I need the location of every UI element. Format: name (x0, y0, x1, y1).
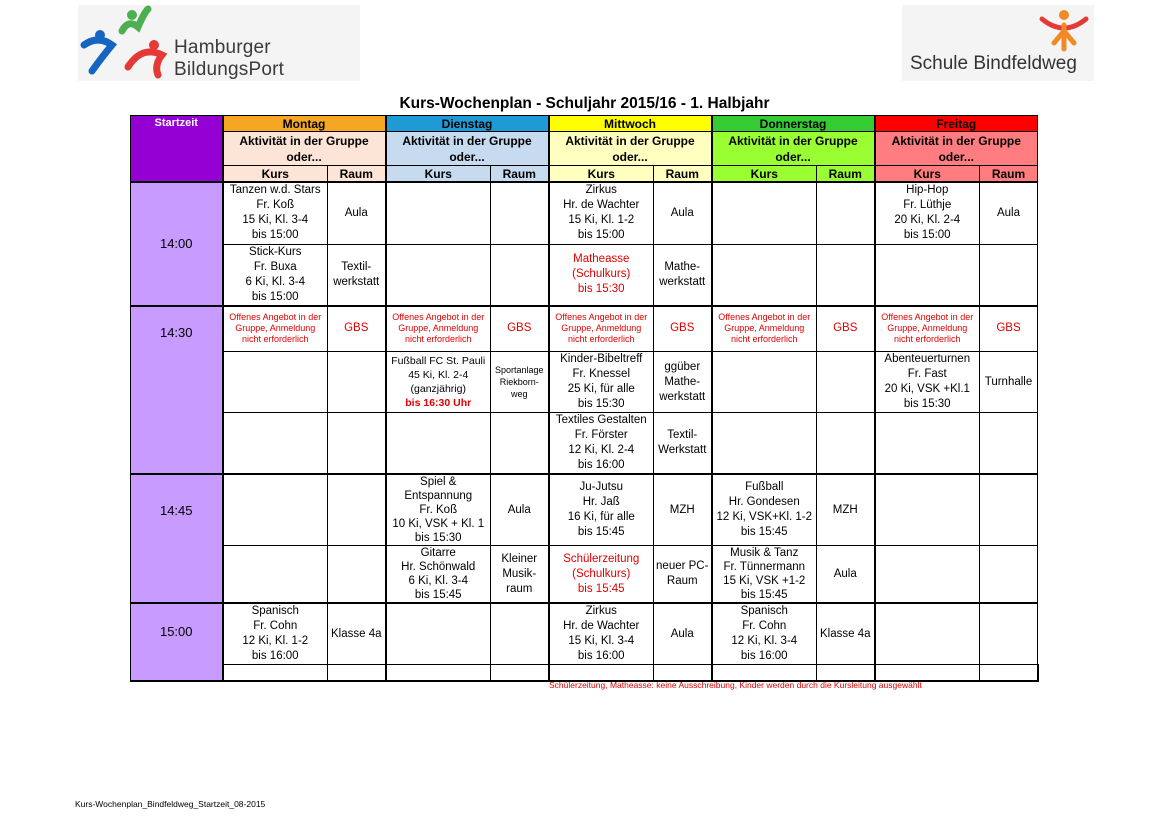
empty-cell (386, 603, 491, 665)
offer-line: Offenes Angebot in der (881, 312, 974, 323)
offer-line: nicht erforderlich (404, 334, 472, 345)
course-line: Textiles Gestalten (555, 414, 647, 426)
kurs-header: Kurs (223, 166, 328, 183)
course-cell (223, 244, 328, 306)
course-cell (386, 546, 491, 604)
course-line: Hr. Gondesen (728, 496, 800, 508)
course-line: 15 Ki, VSK +1-2 (723, 575, 806, 587)
activity-header-mittwoch (549, 132, 712, 166)
course-line: Fr. Cohn (253, 620, 298, 632)
empty-cell (817, 665, 875, 681)
course-line: 25 Ki, für alle (567, 383, 635, 395)
offer-line: Gruppe, Anmeldung (398, 323, 479, 334)
course-line: Ju-Jutsu (579, 481, 623, 493)
course-line: bis 15:45 (414, 589, 462, 601)
startzeit-header: Startzeit (131, 116, 223, 183)
empty-cell (223, 474, 328, 546)
day-header-dienstag: Dienstag (386, 116, 549, 132)
course-line: Fußball (745, 481, 784, 493)
room-line: Mathe- (664, 260, 701, 273)
room-cell: Aula (980, 182, 1038, 244)
raum-header: Raum (654, 166, 712, 183)
room-line: Mathe- (664, 375, 701, 388)
course-cell (549, 546, 654, 604)
course-line: 12 Ki, Kl. 3-4 (731, 635, 798, 647)
empty-cell (491, 665, 549, 681)
offer-line: Gruppe, Anmeldung (724, 323, 805, 334)
room-line: werkstatt (659, 275, 706, 288)
course-line: 15 Ki, Kl. 1-2 (568, 214, 635, 227)
activity-header-dienstag (386, 132, 549, 166)
activity-line1: Aktivität in der Gruppe (891, 133, 1021, 148)
course-line: Fr. Tünnermann (723, 561, 806, 573)
room-line: Kleiner (501, 552, 538, 565)
room-cell (654, 413, 712, 475)
empty-cell (223, 665, 328, 681)
room-line: Sportanlage (494, 365, 544, 375)
course-line: bis 15:30 (577, 283, 625, 295)
course-cell (712, 474, 817, 546)
room-line: Textil- (341, 260, 372, 273)
offer-line: Gruppe, Anmeldung (561, 323, 642, 334)
empty-cell (712, 665, 817, 681)
course-line: 20 Ki, VSK +Kl.1 (884, 383, 970, 395)
course-line-highlight: bis 16:30 Uhr (405, 397, 472, 409)
empty-cell (223, 546, 328, 604)
room-cell: Aula (654, 182, 712, 244)
raum-header: Raum (980, 166, 1038, 183)
activity-header-donnerstag (712, 132, 875, 166)
room-line: Riekborn- (499, 377, 539, 387)
offer-line: nicht erforderlich (730, 334, 798, 345)
activity-line1: Aktivität in der Gruppe (728, 133, 858, 148)
empty-cell (491, 413, 549, 475)
course-line: Spanisch (740, 605, 788, 617)
course-cell (712, 603, 817, 665)
course-cell (386, 352, 491, 413)
course-line: bis 15:45 (577, 582, 625, 595)
empty-cell (980, 546, 1038, 604)
bildungsport-logo-text: Hamburger BildungsPort (174, 37, 285, 80)
empty-cell (712, 352, 817, 413)
course-line: Stick-Kurs (249, 245, 302, 258)
course-line: Fr. Knessel (572, 368, 631, 380)
activity-line2: oder... (449, 149, 485, 164)
kurs-header: Kurs (386, 166, 491, 183)
activity-header-freitag (875, 132, 1038, 166)
schedule-table (130, 115, 1039, 682)
course-line: bis 15:00 (251, 290, 299, 303)
course-line: bis 15:45 (577, 526, 625, 538)
activity-line1: Aktivität in der Gruppe (565, 133, 695, 148)
course-line: Zirkus (585, 605, 617, 617)
day-header-freitag: Freitag (875, 116, 1038, 132)
empty-cell (875, 546, 980, 604)
kurs-header: Kurs (875, 166, 980, 183)
course-line: 45 Ki, Kl. 2-4 (408, 369, 469, 381)
course-cell (386, 474, 491, 546)
course-line: 15 Ki, Kl. 3-4 (242, 214, 309, 227)
course-line: (Schulkurs) (572, 268, 631, 280)
course-line: Gitarre (420, 547, 456, 559)
schule-bindfeldweg-logo (902, 5, 1094, 81)
room-cell: Klasse 4a (817, 603, 875, 665)
raum-header: Raum (817, 166, 875, 183)
room-line: weg (510, 389, 528, 399)
course-cell (549, 244, 654, 306)
room-cell (654, 546, 712, 604)
room-line: Raum (666, 575, 698, 587)
room-cell: Klasse 4a (328, 603, 386, 665)
offer-line: Offenes Angebot in der (229, 312, 322, 323)
course-cell (549, 352, 654, 413)
empty-cell (875, 603, 980, 665)
room-cell: MZH (817, 474, 875, 546)
empty-cell (875, 665, 980, 681)
empty-cell (654, 665, 712, 681)
empty-cell (712, 413, 817, 475)
room-line: ggüber (664, 360, 701, 373)
offer-line: Gruppe, Anmeldung (887, 323, 968, 334)
hamburger-bildungsport-logo (78, 5, 360, 81)
course-line: (Schulkurs) (572, 567, 631, 580)
course-line: bis 15:45 (740, 589, 788, 601)
course-cell (549, 474, 654, 546)
offer-line: Offenes Angebot in der (392, 312, 485, 323)
day-header-donnerstag: Donnerstag (712, 116, 875, 132)
course-line: Fr. Lüthje (903, 199, 952, 212)
time-cell: 15:00 (131, 603, 223, 681)
room-cell (491, 546, 549, 604)
empty-cell (386, 413, 491, 475)
course-line: 20 Ki, Kl. 2-4 (894, 214, 961, 227)
room-line: werkstatt (659, 390, 706, 403)
empty-cell (817, 352, 875, 413)
bildungsport-figures-icon (78, 5, 168, 81)
footer-filename: Kurs-Wochenplan_Bindfeldweg_Startzeit_08-2015 (75, 799, 266, 809)
course-line: Hr. de Wachter (563, 199, 640, 212)
course-line: Zirkus (585, 184, 617, 197)
time-cell: 14:45 (131, 474, 223, 603)
empty-cell (875, 244, 980, 306)
course-line: Hip-Hop (906, 184, 949, 197)
empty-cell (712, 244, 817, 306)
room-cell: Aula (817, 546, 875, 604)
empty-cell (223, 413, 328, 475)
course-line: Fußball FC St. Pauli (391, 355, 486, 367)
open-offer-cell (223, 306, 328, 352)
course-line: (ganzjährig) (410, 383, 466, 395)
empty-cell (328, 474, 386, 546)
empty-cell (875, 474, 980, 546)
room-cell: Aula (654, 603, 712, 665)
empty-cell (817, 413, 875, 475)
course-line: 6 Ki, Kl. 3-4 (408, 575, 468, 587)
empty-cell (328, 665, 386, 681)
room-cell: Aula (328, 182, 386, 244)
empty-cell (386, 665, 491, 681)
course-line: bis 15:30 (414, 532, 462, 544)
activity-line1: Aktivität in der Gruppe (239, 133, 369, 148)
empty-cell (875, 413, 980, 475)
course-line: bis 15:00 (577, 229, 625, 242)
empty-cell (328, 413, 386, 475)
course-line: 12 Ki, Kl. 1-2 (242, 635, 309, 647)
gbs-cell: GBS (817, 306, 875, 352)
course-cell (875, 182, 980, 244)
open-offer-cell (875, 306, 980, 352)
empty-cell (328, 352, 386, 413)
empty-cell (491, 182, 549, 244)
room-line: werkstatt (333, 275, 380, 288)
gbs-cell: GBS (491, 306, 549, 352)
course-line: 15 Ki, Kl. 3-4 (568, 635, 635, 647)
course-line: Spiel & (420, 476, 457, 488)
kurs-header: Kurs (712, 166, 817, 183)
open-offer-cell (386, 306, 491, 352)
course-line: Fr. Fast (907, 368, 947, 380)
course-line: Fr. Koß (419, 504, 458, 516)
course-line: bis 15:00 (251, 229, 299, 242)
course-line: Fr. Cohn (742, 620, 787, 632)
course-cell (223, 603, 328, 665)
room-line: raum (506, 582, 533, 595)
room-cell (654, 352, 712, 413)
course-line: Kinder-Bibeltreff (560, 353, 643, 365)
offer-line: nicht erforderlich (241, 334, 309, 345)
schule-figures-icon (1034, 7, 1094, 53)
day-header-montag: Montag (223, 116, 386, 132)
empty-cell (491, 244, 549, 306)
course-line: 12 Ki, Kl. 2-4 (568, 444, 635, 456)
course-line: bis 16:00 (740, 650, 788, 662)
offer-line: nicht erforderlich (893, 334, 961, 345)
course-line: Fr. Koß (256, 199, 295, 212)
footnote: Schülerzeitung, Matheasse: keine Ausschreibung, Kinder werden durch die Kursleitung ausgewählt (549, 680, 922, 690)
open-offer-cell (712, 306, 817, 352)
offer-line: nicht erforderlich (567, 334, 635, 345)
activity-line1: Aktivität in der Gruppe (402, 133, 532, 148)
course-line: bis 15:30 (903, 398, 951, 410)
empty-cell (223, 352, 328, 413)
course-line: Hr. Jaß (582, 496, 620, 508)
room-cell: MZH (654, 474, 712, 546)
empty-cell (817, 244, 875, 306)
room-cell: Turnhalle (980, 352, 1038, 413)
course-line: Fr. Förster (574, 429, 628, 441)
room-line: Textil- (667, 429, 698, 441)
room-cell (491, 352, 549, 413)
room-line: Werkstatt (658, 444, 707, 456)
empty-cell (386, 182, 491, 244)
course-cell (549, 603, 654, 665)
empty-cell (491, 603, 549, 665)
empty-cell (980, 603, 1038, 665)
course-line: Fr. Buxa (253, 260, 297, 273)
course-line: bis 16:00 (577, 650, 625, 662)
course-line: Hr. Schönwald (401, 561, 476, 573)
course-line: Entspannung (404, 490, 473, 502)
gbs-cell: GBS (654, 306, 712, 352)
empty-cell (328, 546, 386, 604)
empty-cell (549, 665, 654, 681)
course-cell (549, 182, 654, 244)
open-offer-cell (549, 306, 654, 352)
empty-cell (980, 244, 1038, 306)
activity-line2: oder... (612, 149, 648, 164)
room-cell (654, 244, 712, 306)
course-line: bis 16:00 (577, 459, 625, 471)
activity-header-montag (223, 132, 386, 166)
kurs-header: Kurs (549, 166, 654, 183)
schule-logo-text: Schule Bindfeldweg (910, 53, 1077, 74)
activity-line2: oder... (938, 149, 974, 164)
room-cell: Aula (491, 474, 549, 546)
course-line: bis 16:00 (251, 650, 299, 662)
activity-line2: oder... (775, 149, 811, 164)
offer-line: Offenes Angebot in der (555, 312, 648, 323)
page-title: Kurs-Wochenplan - Schuljahr 2015/16 - 1. Halbjahr (399, 95, 770, 112)
course-line: Musik & Tanz (730, 547, 799, 559)
offer-line: Gruppe, Anmeldung (235, 323, 316, 334)
course-line: Abenteuerturnen (884, 353, 971, 365)
time-cell: 14:30 (131, 306, 223, 475)
raum-header: Raum (491, 166, 549, 183)
course-cell (875, 352, 980, 413)
course-cell (549, 413, 654, 475)
course-line: bis 15:00 (903, 229, 951, 242)
course-line: 10 Ki, VSK + Kl. 1 (392, 518, 485, 530)
course-cell (223, 182, 328, 244)
offer-line: Offenes Angebot in der (718, 312, 811, 323)
gbs-cell: GBS (328, 306, 386, 352)
room-cell (328, 244, 386, 306)
empty-cell (712, 182, 817, 244)
empty-cell (386, 244, 491, 306)
raum-header: Raum (328, 166, 386, 183)
empty-cell (980, 474, 1038, 546)
gbs-cell: GBS (980, 306, 1038, 352)
course-line: Tanzen w.d. Stars (229, 184, 321, 197)
empty-cell (980, 413, 1038, 475)
day-header-mittwoch: Mittwoch (549, 116, 712, 132)
empty-cell (980, 665, 1038, 681)
course-line: Matheasse (573, 253, 630, 265)
course-line: bis 15:45 (740, 526, 788, 538)
course-line: Schülerzeitung (563, 552, 640, 565)
course-line: Spanisch (251, 605, 299, 617)
course-line: bis 15:30 (577, 398, 625, 410)
course-line: 6 Ki, Kl. 3-4 (245, 275, 305, 288)
room-line: Musik- (502, 567, 537, 580)
course-line: Hr. de Wachter (563, 620, 640, 632)
room-line: neuer PC- (656, 560, 709, 572)
empty-cell (817, 182, 875, 244)
time-cell: 14:00 (131, 182, 223, 306)
activity-line2: oder... (286, 149, 322, 164)
course-line: 12 Ki, VSK+Kl. 1-2 (716, 511, 813, 523)
course-line: 16 Ki, für alle (567, 511, 635, 523)
course-cell (712, 546, 817, 604)
